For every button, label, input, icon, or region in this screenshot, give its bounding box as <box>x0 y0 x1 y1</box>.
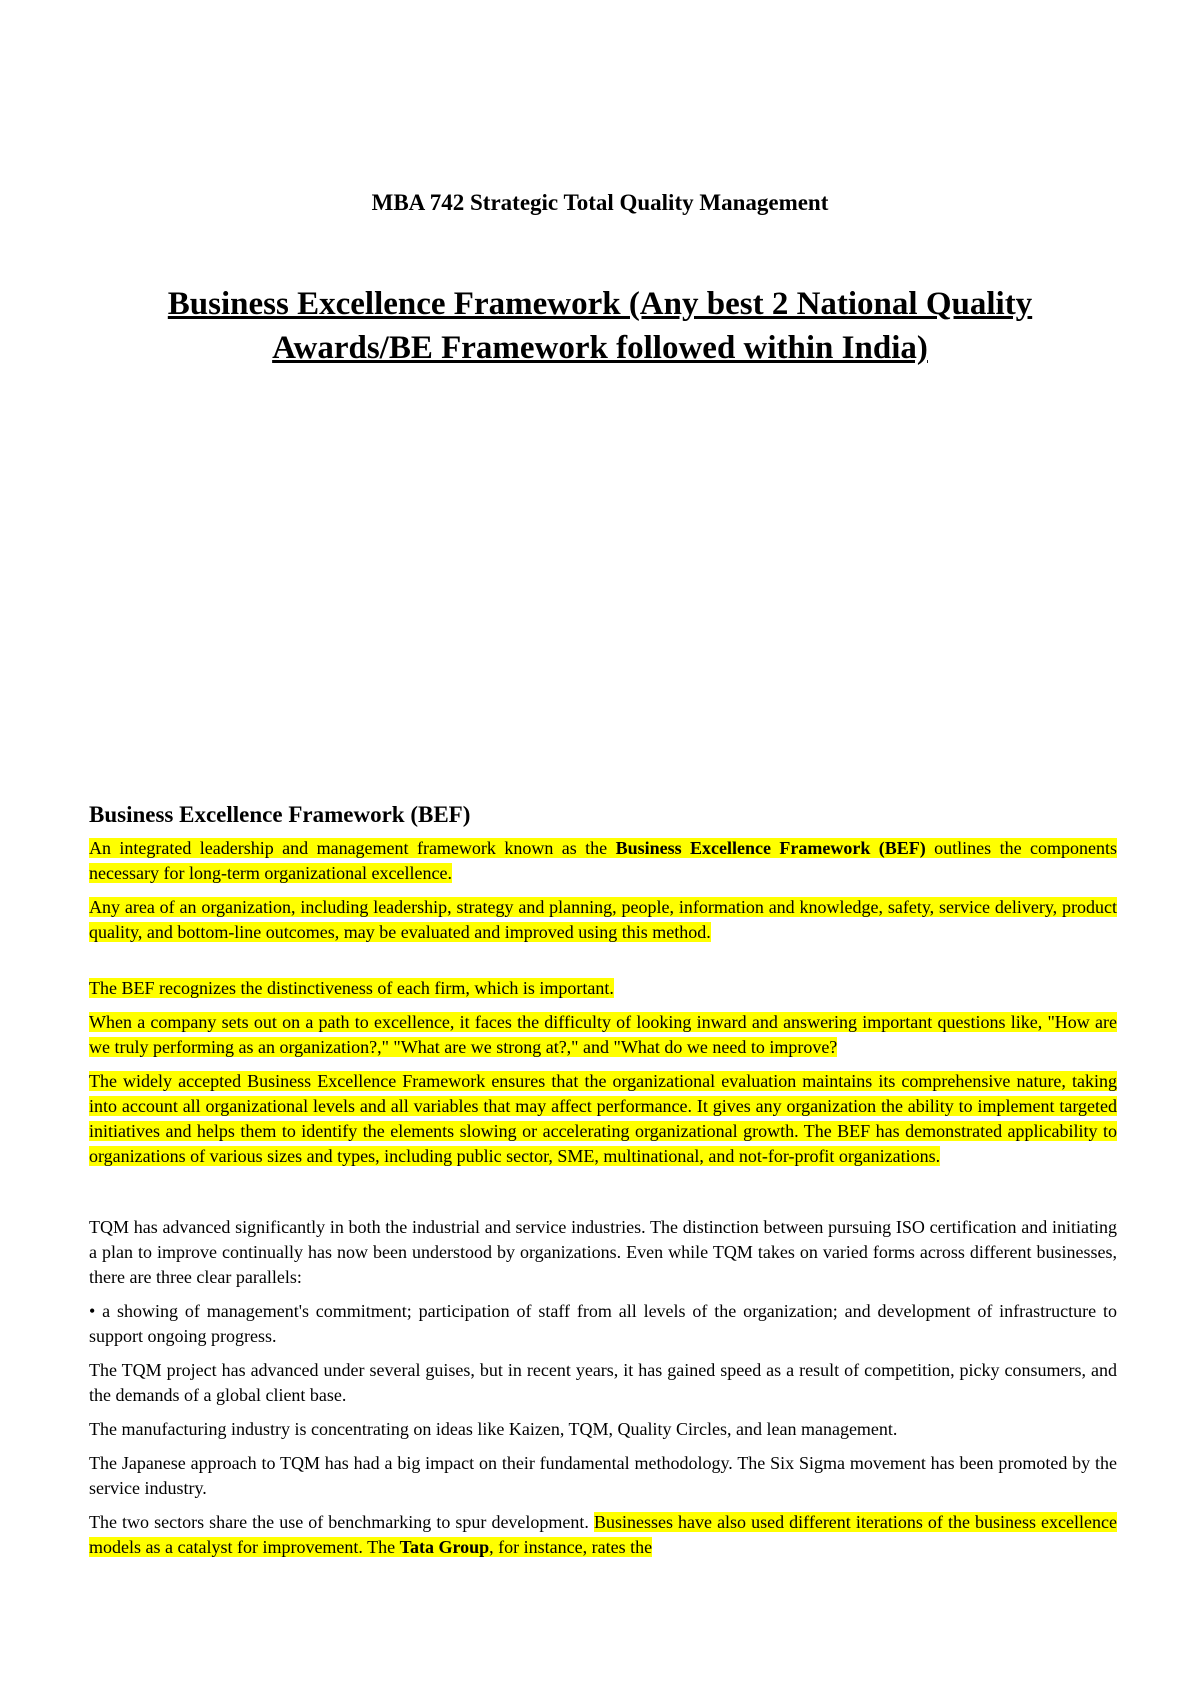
highlighted-text: The BEF recognizes the distinctiveness of each firm, which is important. <box>89 978 614 998</box>
bold-term: Business Excellence Framework (BEF) <box>615 838 926 858</box>
spacer <box>89 1178 1117 1215</box>
highlighted-text: An integrated leadership and management framework known as the Business Excellence Framework (BEF) outlines the components necessary for long-term organizational excellence. <box>89 838 1117 883</box>
document-body <box>89 800 1117 1569</box>
spacer <box>89 954 1117 976</box>
paragraph-japanese-approach: The Japanese approach to TQM has had a big impact on their fundamental methodology. The Six Sigma movement has been promoted by the service industry. <box>89 1453 1117 1498</box>
highlighted-text: Businesses have also used different iterations of the business excellence models as a catalyst for improvement. The Tata Group, for instance, rates the <box>89 1512 1117 1557</box>
paragraph-tqm-parallels: • a showing of management's commitment; participation of staff from all levels of the organization; and development of infrastructure to support ongoing progress. <box>89 1301 1117 1346</box>
paragraph-bef-definition <box>89 836 1117 886</box>
section-heading: Business Excellence Framework (BEF) <box>89 802 471 827</box>
paragraph-tqm-advance: TQM has advanced significantly in both the industrial and service industries. The distinction between pursuing ISO certification and initiating a plan to improve continually has now been understood by organizations. Even while TQM takes on varied forms across different businesses, there are three clear parallels: <box>89 1217 1117 1287</box>
bold-term: Tata Group <box>399 1537 490 1557</box>
paragraph-tqm-guises: The TQM project has advanced under several guises, but in recent years, it has gained speed as a result of competition, picky consumers, and the demands of a global client base. <box>89 1360 1117 1405</box>
paragraph-bef-questions <box>89 1010 1117 1060</box>
highlighted-text: Any area of an organization, including leadership, strategy and planning, people, information and knowledge, safety, service delivery, product quality, and bottom-line outcomes, may be evaluated and improved using this method. <box>89 897 1117 942</box>
paragraph-manufacturing: The manufacturing industry is concentrating on ideas like Kaizen, TQM, Quality Circles, and lean management. <box>89 1419 898 1439</box>
highlighted-text: When a company sets out on a path to excellence, it faces the difficulty of looking inward and answering important questions like, "How are we truly performing as an organization?," "What are we strong at?," and "What do we need to improve? <box>89 1012 1117 1057</box>
paragraph-benchmarking: The two sectors share the use of benchmarking to spur development. Businesses have also used different iterations of the business excellence models as a catalyst for improvement. The Tata Group, for instance, rates the <box>89 1512 1117 1557</box>
paragraph-bef-distinctiveness <box>89 976 1117 1001</box>
main-title: Business Excellence Framework (Any best 2 National Quality Awards/BE Framework followed within India) <box>167 286 1033 366</box>
course-title: MBA 742 Strategic Total Quality Management <box>371 190 829 215</box>
highlighted-text: The widely accepted Business Excellence Framework ensures that the organizational evaluation maintains its comprehensive nature, taking into account all organizational levels and all variables that may affect performance. It gives any organization the ability to implement targeted initiatives and helps them to identify the elements slowing or accelerating organizational growth. The BEF has demonstrated applicability to organizations of various sizes and types, including public sector, SME, multinational, and not-for-profit organizations. <box>89 1071 1117 1166</box>
paragraph-bef-scope <box>89 895 1117 945</box>
paragraph-bef-comprehensive <box>89 1069 1117 1169</box>
